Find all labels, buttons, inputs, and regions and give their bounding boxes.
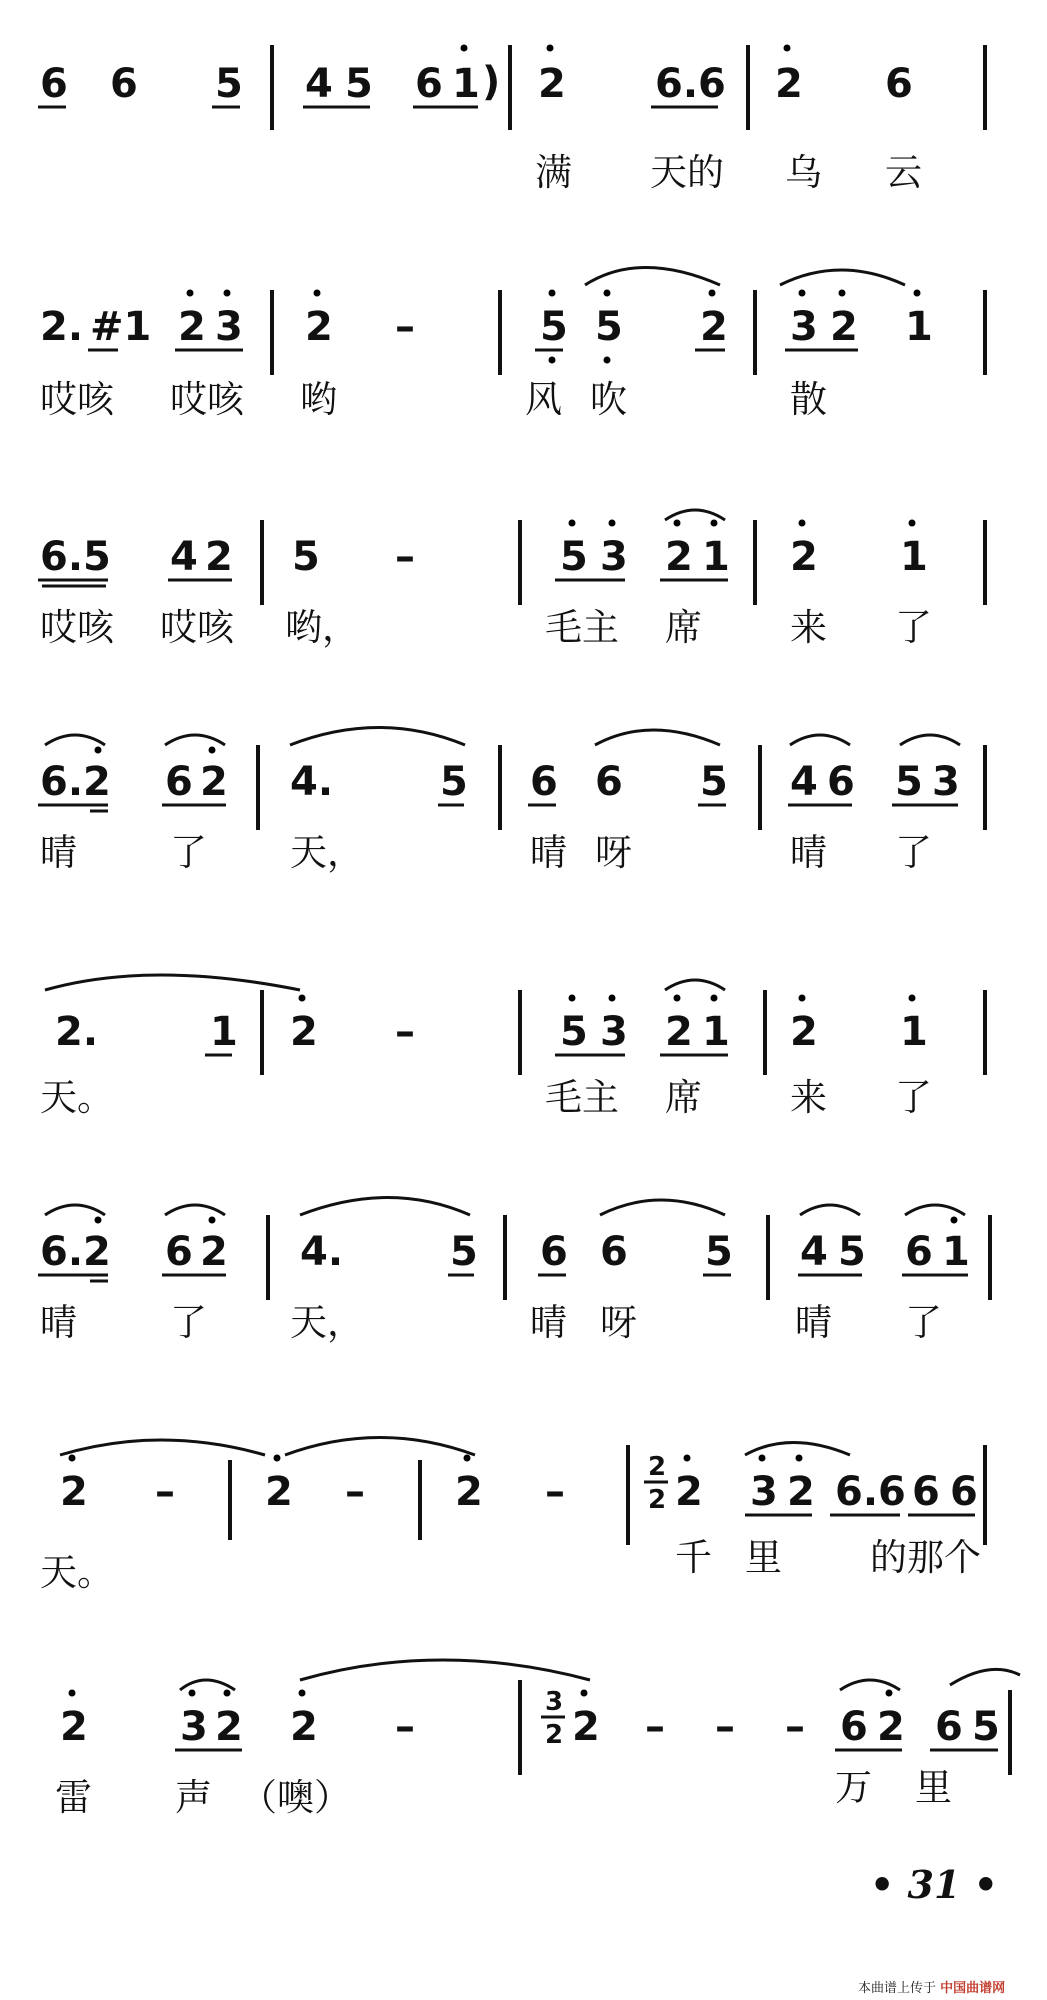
system-4 xyxy=(38,728,985,875)
lyric: 哟， xyxy=(285,606,359,649)
note: – xyxy=(395,304,415,350)
lyric: 晴 xyxy=(40,831,77,874)
lyric: 呀 xyxy=(600,1301,637,1344)
note: 5 xyxy=(440,759,468,805)
note: 2 xyxy=(215,1704,243,1750)
octave-dots xyxy=(69,1690,893,1697)
note: 4 xyxy=(305,61,333,107)
note: 2 xyxy=(538,61,566,107)
slur xyxy=(905,1205,965,1215)
lyric: 天， xyxy=(290,1301,364,1344)
note: – xyxy=(545,1469,565,1515)
note: 2 xyxy=(830,304,858,350)
lyric: 了 xyxy=(905,1301,942,1344)
slur xyxy=(790,735,850,745)
footer xyxy=(858,1977,1005,1996)
lyric: 席 xyxy=(665,1076,702,1119)
note: 5 xyxy=(972,1704,1000,1750)
note: 6 xyxy=(905,1229,933,1275)
barlines xyxy=(272,290,985,375)
note: 1 xyxy=(900,534,928,580)
note: 2 xyxy=(455,1469,483,1515)
octave-dots xyxy=(299,995,916,1002)
lyric: 雷 xyxy=(55,1776,92,1819)
note: – xyxy=(645,1704,665,1750)
slur xyxy=(45,1205,105,1215)
lyric: 里 xyxy=(915,1766,952,1809)
lyric: 千 xyxy=(675,1536,712,1579)
lyric: 来 xyxy=(790,1076,827,1119)
lyric: 云 xyxy=(885,151,922,194)
note: 4. xyxy=(300,1229,344,1275)
lyric: 来 xyxy=(790,606,827,649)
note: – xyxy=(395,534,415,580)
lyric: 天的 xyxy=(650,151,724,194)
note: 2. xyxy=(55,1009,99,1055)
lyric: 哎咳 xyxy=(160,606,234,649)
lyric: 了 xyxy=(170,1301,207,1344)
note: 3 xyxy=(215,304,243,350)
note: 3 xyxy=(600,1009,628,1055)
note: – xyxy=(155,1469,175,1515)
slur xyxy=(300,1198,470,1216)
note: 4 xyxy=(800,1229,828,1275)
slur xyxy=(165,1205,225,1215)
slur xyxy=(45,735,105,745)
slur xyxy=(745,1443,850,1456)
slur xyxy=(665,980,725,990)
tie xyxy=(60,1440,265,1455)
note: 5 xyxy=(700,759,728,805)
lyric: 了 xyxy=(170,831,207,874)
page-number: • 31 • xyxy=(870,1862,998,1907)
slur xyxy=(800,1205,860,1215)
note: 1 xyxy=(452,61,480,107)
lyric: 乌 xyxy=(785,151,822,194)
note: 4 xyxy=(790,759,818,805)
note: 1 xyxy=(702,1009,730,1055)
note: 5 xyxy=(450,1229,478,1275)
lyric: 哎咳 xyxy=(170,378,244,421)
note: 6 xyxy=(540,1229,568,1275)
lyric: 晴 xyxy=(795,1301,832,1344)
lyric: 风 xyxy=(525,378,562,421)
note: 2 xyxy=(265,1469,293,1515)
lyric: 晴 xyxy=(530,831,567,874)
note: 6.6 xyxy=(655,61,726,107)
note: 6.6 xyxy=(835,1469,906,1515)
note: 5 xyxy=(705,1229,733,1275)
tie xyxy=(285,1438,475,1456)
note: 2 xyxy=(790,1009,818,1055)
note: 3 xyxy=(750,1469,778,1515)
note: 2 xyxy=(290,1009,318,1055)
lyric: 天， xyxy=(290,831,364,874)
octave-dots xyxy=(569,520,916,527)
slur xyxy=(165,735,225,745)
note: 2 xyxy=(572,1704,600,1750)
slur xyxy=(665,510,725,520)
time-signature xyxy=(644,1452,668,1515)
tie xyxy=(300,1660,590,1680)
note: 1 xyxy=(905,304,933,350)
tie xyxy=(45,975,300,990)
slur xyxy=(840,1680,900,1690)
lyric: 声 xyxy=(175,1776,212,1819)
note: 6 xyxy=(840,1704,868,1750)
lyric: 了 xyxy=(895,831,932,874)
octave-dots xyxy=(95,1217,958,1224)
slur xyxy=(600,1200,725,1215)
note: 6 xyxy=(110,61,138,107)
note: 1 xyxy=(210,1009,238,1055)
lyric: 晴 xyxy=(40,1301,77,1344)
lyric: 吹 xyxy=(590,378,627,421)
note: 5 xyxy=(215,61,243,107)
note: 6 xyxy=(165,759,193,805)
note: 3 xyxy=(790,304,818,350)
close-bracket-symbol: ) xyxy=(482,59,501,105)
lyric: 了 xyxy=(895,1076,932,1119)
note: 2 xyxy=(665,1009,693,1055)
note: 6.2 xyxy=(40,759,111,805)
note: 2 xyxy=(790,534,818,580)
lyric: 里 xyxy=(745,1536,782,1579)
note: 3 xyxy=(932,759,960,805)
note: 5 xyxy=(345,61,373,107)
note: 2 xyxy=(675,1469,703,1515)
octave-dots xyxy=(95,747,216,754)
slur xyxy=(900,735,960,745)
lyric: 哎咳 xyxy=(40,378,114,421)
note: 2 xyxy=(60,1704,88,1750)
system-2 xyxy=(40,268,985,422)
lyric: （噢） xyxy=(240,1776,351,1819)
lyric: 的那个 xyxy=(870,1536,981,1579)
note: 6 xyxy=(885,61,913,107)
note: 6 xyxy=(600,1229,628,1275)
note: – xyxy=(395,1009,415,1055)
slur xyxy=(595,730,720,745)
note: 2 xyxy=(775,61,803,107)
barlines xyxy=(268,1215,990,1300)
note: 3 xyxy=(600,534,628,580)
note: 1 xyxy=(942,1229,970,1275)
svg-text:3: 3 xyxy=(545,1687,564,1717)
lyric: 天。 xyxy=(40,1551,114,1594)
note: 3 xyxy=(180,1704,208,1750)
system-5 xyxy=(40,975,985,1119)
note: 5 xyxy=(560,534,588,580)
note: – xyxy=(785,1704,805,1750)
note: 2 xyxy=(200,1229,228,1275)
note: 6.2 xyxy=(40,1229,111,1275)
system-7 xyxy=(40,1438,985,1595)
beam-lines xyxy=(38,580,728,586)
note: 5 xyxy=(540,304,568,350)
lyric: 满 xyxy=(535,151,572,194)
note: 6 xyxy=(40,61,68,107)
lyric: 哎咳 xyxy=(40,606,114,649)
note: 2 xyxy=(700,304,728,350)
note: 6 xyxy=(530,759,558,805)
footer-brand: 中国曲谱网 xyxy=(940,1981,1006,1996)
svg-text:2: 2 xyxy=(545,1720,564,1750)
footer-text: 本曲谱上传于 xyxy=(858,1981,937,1996)
time-signature xyxy=(541,1687,565,1750)
note: 2 xyxy=(305,304,333,350)
lyric: 呀 xyxy=(595,831,632,874)
note: 5 xyxy=(292,534,320,580)
slur xyxy=(780,270,905,285)
octave-dots xyxy=(69,1455,803,1462)
note: 5 xyxy=(838,1229,866,1275)
lyric: 散 xyxy=(790,378,827,421)
note: 2 xyxy=(787,1469,815,1515)
lyric: 哟 xyxy=(300,378,337,421)
system-8 xyxy=(55,1660,1020,1819)
note: 6 xyxy=(912,1469,940,1515)
note: 2 xyxy=(205,534,233,580)
lyric: 席 xyxy=(665,606,702,649)
note: #1 xyxy=(90,304,152,350)
lyric: 万 xyxy=(835,1766,872,1809)
note: 2 xyxy=(665,534,693,580)
note: 1 xyxy=(702,534,730,580)
svg-text:2: 2 xyxy=(648,1485,667,1515)
slur xyxy=(585,268,720,286)
system-6 xyxy=(38,1198,990,1345)
note: 2 xyxy=(877,1704,905,1750)
lyric: 晴 xyxy=(790,831,827,874)
note: 6.5 xyxy=(40,534,111,580)
note: 1 xyxy=(900,1009,928,1055)
note: – xyxy=(345,1469,365,1515)
lyric: 晴 xyxy=(530,1301,567,1344)
svg-text:2: 2 xyxy=(648,1452,667,1482)
note: 6 xyxy=(935,1704,963,1750)
note: 6 xyxy=(415,61,443,107)
note: 6 xyxy=(827,759,855,805)
system-1 xyxy=(38,45,985,195)
note: 2 xyxy=(200,759,228,805)
note: 2 xyxy=(290,1704,318,1750)
note: 6 xyxy=(165,1229,193,1275)
barlines xyxy=(272,45,985,130)
note: – xyxy=(395,1704,415,1750)
note: 2. xyxy=(40,304,84,350)
lyric: 天。 xyxy=(40,1076,114,1119)
note: 4. xyxy=(290,759,334,805)
system-3 xyxy=(38,510,985,649)
note: 2 xyxy=(60,1469,88,1515)
note: 6 xyxy=(595,759,623,805)
note: 5 xyxy=(595,304,623,350)
lyric: 毛主 xyxy=(545,1076,619,1119)
slur xyxy=(290,728,465,746)
note: 5 xyxy=(560,1009,588,1055)
note: – xyxy=(715,1704,735,1750)
note: 4 xyxy=(170,534,198,580)
lyric: 了 xyxy=(895,606,932,649)
note: 6 xyxy=(950,1469,978,1515)
note: 5 xyxy=(895,759,923,805)
slur xyxy=(950,1669,1020,1685)
note: 2 xyxy=(178,304,206,350)
slur xyxy=(180,1680,235,1690)
lyric: 毛主 xyxy=(545,606,619,649)
